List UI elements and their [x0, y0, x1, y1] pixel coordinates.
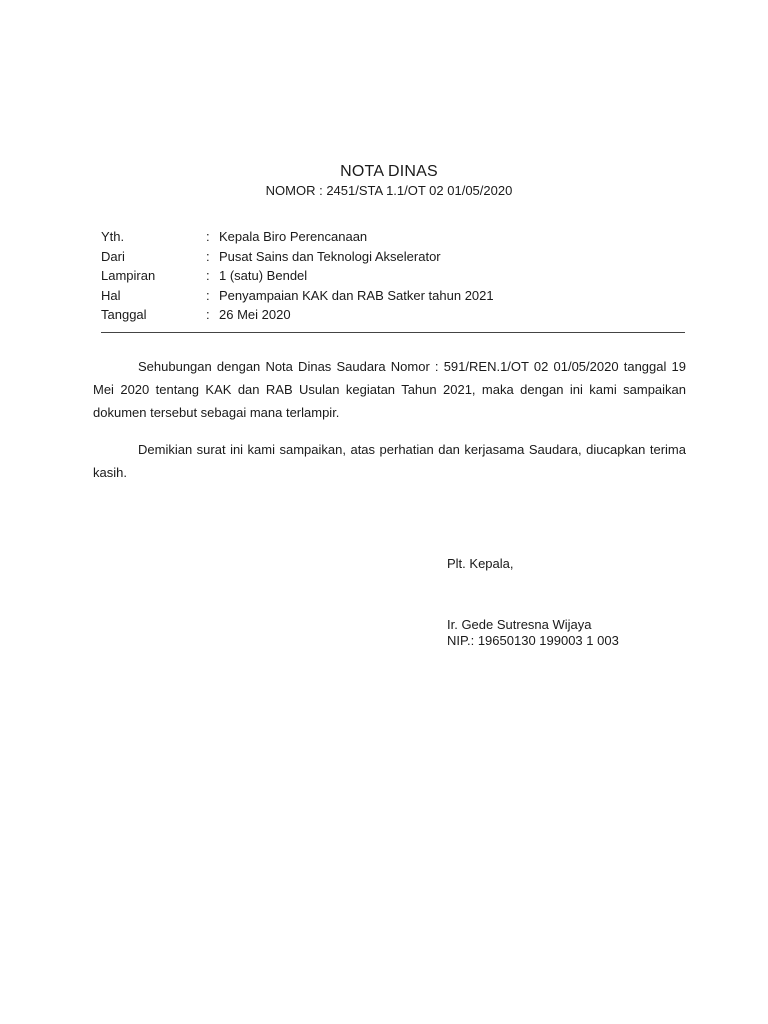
meta-separator: :	[206, 268, 210, 283]
memo-header-fields	[101, 227, 494, 325]
signature-name: Ir. Gede Sutresna Wijaya	[447, 617, 592, 632]
signature-position: Plt. Kepala,	[447, 556, 514, 571]
meta-separator: :	[206, 287, 210, 303]
meta-row-attachment	[101, 266, 494, 286]
meta-row-recipient	[101, 227, 494, 247]
document-title: NOTA DINAS	[340, 163, 438, 180]
header-divider	[101, 332, 685, 333]
meta-row-subject	[101, 286, 494, 306]
meta-label-date: Tanggal	[101, 307, 147, 322]
meta-label-recipient: Yth.	[101, 229, 125, 244]
signature-nip: NIP.: 19650130 199003 1 003	[447, 633, 619, 648]
document-number: NOMOR : 2451/STA 1.1/OT 02 01/05/2020	[265, 183, 513, 198]
body-paragraph-1: Sehubungan dengan Nota Dinas Saudara Nomor : 591/REN.1/OT 02 01/05/2020 tanggal 19 Mei 2020 tentang KAK dan RAB Usulan kegiatan Tahun 2021, maka dengan ini kami sampaikan dokumen tersebut sebagai mana terlampir.	[93, 359, 686, 420]
meta-separator: :	[206, 248, 210, 264]
meta-value-sender: Pusat Sains dan Teknologi Akselerator	[219, 248, 441, 264]
memo-body	[93, 355, 686, 498]
meta-value-recipient: Kepala Biro Perencanaan	[219, 229, 368, 244]
meta-row-date	[101, 305, 494, 325]
body-paragraph-2: Demikian surat ini kami sampaikan, atas perhatian dan kerjasama Saudara, diucapkan terima kasih.	[93, 442, 686, 480]
meta-label-attachment: Lampiran	[101, 268, 156, 283]
meta-value-date: 26 Mei 2020	[219, 307, 291, 322]
meta-separator: :	[206, 229, 210, 244]
meta-separator: :	[206, 307, 210, 322]
meta-value-attachment: 1 (satu) Bendel	[219, 268, 308, 283]
meta-row-sender	[101, 247, 494, 267]
meta-value-subject: Penyampaian KAK dan RAB Satker tahun 2021	[219, 287, 494, 303]
meta-label-subject: Hal	[101, 287, 121, 303]
meta-label-sender: Dari	[101, 248, 125, 264]
